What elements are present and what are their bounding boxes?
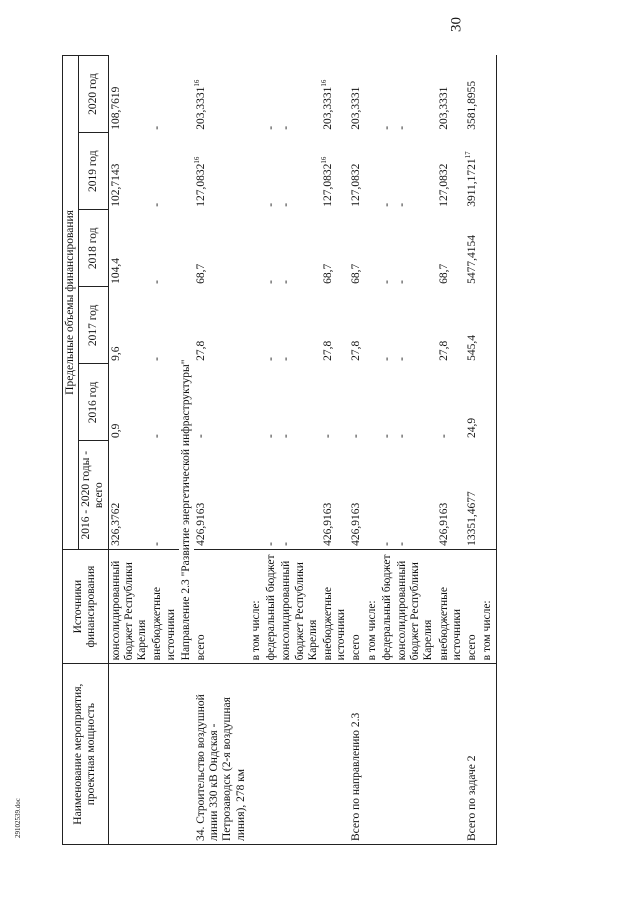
amount-value: 127,0832 bbox=[350, 163, 363, 207]
table-row bbox=[279, 56, 321, 845]
amount-value: 426,9163 bbox=[194, 502, 207, 546]
source-cell: всего bbox=[194, 549, 249, 663]
amount-cell bbox=[321, 56, 349, 133]
amount-cell bbox=[279, 287, 321, 364]
amount-cell bbox=[349, 364, 364, 441]
amount-cell bbox=[108, 133, 150, 210]
amount-cell bbox=[108, 364, 150, 441]
amount-cell bbox=[264, 441, 279, 549]
amount-cell bbox=[321, 441, 349, 549]
table-row bbox=[150, 56, 178, 845]
amount-value: 545,4 bbox=[466, 335, 479, 361]
amount-value: - bbox=[280, 542, 293, 546]
amount-cell bbox=[465, 287, 480, 364]
source-cell: внебюджетные источники bbox=[321, 549, 349, 663]
table-row bbox=[380, 56, 395, 845]
table-row bbox=[249, 56, 264, 845]
amount-cell bbox=[349, 210, 364, 287]
header-year: 2017 год bbox=[79, 287, 108, 364]
amount-value: 27,8 bbox=[350, 340, 363, 361]
amount-cell bbox=[321, 210, 349, 287]
amount-value: - bbox=[151, 202, 164, 207]
amount-value: 9,6 bbox=[109, 346, 122, 361]
event-name-cell: Всего по задаче 2 bbox=[465, 664, 480, 845]
amount-value: - bbox=[151, 434, 164, 438]
amount-value: 426,9163 bbox=[321, 502, 334, 546]
header-year: 2020 год bbox=[79, 56, 108, 133]
amount-cell bbox=[279, 133, 321, 210]
amount-cell bbox=[380, 287, 395, 364]
amount-cell bbox=[365, 133, 380, 210]
amount-cell bbox=[349, 133, 364, 210]
amount-value: - bbox=[396, 434, 409, 438]
amount-cell bbox=[108, 210, 150, 287]
amount-value: 0,9 bbox=[109, 423, 122, 438]
amount-cell bbox=[395, 133, 437, 210]
amount-cell bbox=[264, 364, 279, 441]
amount-value: - bbox=[265, 434, 278, 438]
amount-cell bbox=[249, 441, 264, 549]
amount-value: - bbox=[280, 434, 293, 438]
amount-cell bbox=[279, 364, 321, 441]
amount-value: 27,8 bbox=[321, 340, 334, 361]
amount-value: 326,3762 bbox=[109, 502, 122, 546]
amount-cell bbox=[150, 364, 178, 441]
amount-cell bbox=[150, 210, 178, 287]
amount-cell bbox=[249, 56, 264, 133]
amount-value: 203,3331 bbox=[437, 86, 450, 130]
amount-cell bbox=[395, 287, 437, 364]
amount-cell bbox=[395, 210, 437, 287]
header-source: Источники финансирования bbox=[63, 549, 109, 663]
amount-value: - bbox=[265, 125, 278, 130]
amount-value: - bbox=[280, 357, 293, 361]
amount-cell bbox=[480, 210, 496, 287]
event-name-cell bbox=[279, 664, 321, 845]
amount-value: - bbox=[380, 125, 393, 130]
amount-value: - bbox=[350, 434, 363, 438]
amount-value: 68,7 bbox=[321, 263, 334, 284]
header-year: 2019 год bbox=[79, 133, 108, 210]
source-cell: внебюджетные источники bbox=[150, 549, 178, 663]
event-name-cell bbox=[150, 664, 178, 845]
source-cell: консолидированный бюджет Республики Карелия bbox=[108, 549, 150, 663]
amount-cell bbox=[249, 133, 264, 210]
amount-cell bbox=[465, 364, 480, 441]
table-row bbox=[395, 56, 437, 845]
amount-value: 102,7143 bbox=[109, 163, 122, 207]
amount-value: - bbox=[396, 542, 409, 546]
amount-cell bbox=[108, 441, 150, 549]
amount-cell bbox=[480, 56, 496, 133]
event-name-cell: 34. Строительство воздушной линии 330 кВ Ондская - Петрозаводск (2-я воздушная линия), 278 км bbox=[194, 664, 249, 845]
financing-table bbox=[62, 55, 497, 845]
amount-cell bbox=[321, 133, 349, 210]
amount-cell bbox=[395, 56, 437, 133]
amount-cell bbox=[380, 133, 395, 210]
amount-cell bbox=[380, 56, 395, 133]
event-name-cell bbox=[437, 664, 465, 845]
amount-cell bbox=[264, 133, 279, 210]
amount-cell bbox=[437, 210, 465, 287]
header-event-name: Наименование мероприятия, проектная мощность bbox=[63, 664, 109, 845]
amount-cell bbox=[437, 364, 465, 441]
amount-cell bbox=[194, 287, 249, 364]
source-cell: федеральный бюджет bbox=[380, 549, 395, 663]
footnote-marker: 16 bbox=[320, 156, 329, 164]
amount-cell bbox=[365, 56, 380, 133]
amount-cell bbox=[395, 441, 437, 549]
footnote-marker: 16 bbox=[320, 79, 329, 87]
footnote-marker: 17 bbox=[464, 151, 473, 159]
amount-cell bbox=[194, 133, 249, 210]
amount-value: - bbox=[380, 434, 393, 438]
amount-cell bbox=[264, 287, 279, 364]
amount-cell bbox=[249, 364, 264, 441]
amount-value: - bbox=[194, 434, 207, 438]
amount-value: - bbox=[280, 125, 293, 130]
amount-cell bbox=[465, 210, 480, 287]
source-cell: всего bbox=[349, 549, 364, 663]
event-name-cell bbox=[108, 664, 150, 845]
amount-cell bbox=[194, 210, 249, 287]
amount-cell bbox=[349, 287, 364, 364]
amount-cell bbox=[365, 287, 380, 364]
amount-cell bbox=[437, 56, 465, 133]
amount-value: - bbox=[380, 542, 393, 546]
source-cell: внебюджетные источники bbox=[437, 549, 465, 663]
source-cell: консолидированный бюджет Республики Карелия bbox=[279, 549, 321, 663]
amount-cell bbox=[395, 364, 437, 441]
amount-value: - bbox=[151, 357, 164, 361]
amount-value: 127,0832 bbox=[321, 163, 334, 207]
document-code: 29102539.doc bbox=[14, 798, 22, 838]
amount-cell bbox=[194, 364, 249, 441]
amount-cell bbox=[150, 133, 178, 210]
amount-cell bbox=[480, 441, 496, 549]
amount-value: 27,8 bbox=[437, 340, 450, 361]
amount-cell bbox=[150, 441, 178, 549]
amount-value: - bbox=[265, 202, 278, 207]
event-name-cell bbox=[179, 664, 194, 845]
amount-value: - bbox=[396, 125, 409, 130]
amount-cell bbox=[279, 210, 321, 287]
source-cell: консолидированный бюджет Республики Карелия bbox=[395, 549, 437, 663]
event-name-cell: Всего по направлению 2.3 bbox=[349, 664, 364, 845]
footnote-marker: 16 bbox=[193, 156, 202, 164]
amount-value: 203,3331 bbox=[350, 86, 363, 130]
amount-cell bbox=[380, 441, 395, 549]
amount-value: - bbox=[380, 280, 393, 284]
amount-value: 3581,8955 bbox=[466, 80, 479, 130]
source-cell: всего bbox=[465, 549, 480, 663]
amount-cell bbox=[349, 441, 364, 549]
event-name-cell bbox=[380, 664, 395, 845]
amount-cell bbox=[321, 364, 349, 441]
event-name-cell bbox=[321, 664, 349, 845]
event-name-cell bbox=[365, 664, 380, 845]
amount-cell bbox=[365, 441, 380, 549]
amount-cell bbox=[264, 56, 279, 133]
amount-value: - bbox=[151, 280, 164, 284]
amount-cell bbox=[279, 441, 321, 549]
amount-value: 13351,4677 bbox=[466, 491, 479, 546]
amount-cell bbox=[480, 364, 496, 441]
amount-value: 5477,4154 bbox=[466, 234, 479, 284]
amount-value: 426,9163 bbox=[437, 502, 450, 546]
header-year: 2016 год bbox=[79, 364, 108, 441]
amount-cell bbox=[437, 441, 465, 549]
amount-cell bbox=[365, 364, 380, 441]
amount-cell bbox=[108, 56, 150, 133]
amount-cell bbox=[365, 210, 380, 287]
amount-cell bbox=[437, 133, 465, 210]
source-cell: в том числе: bbox=[365, 549, 380, 663]
event-name-cell bbox=[480, 664, 496, 845]
amount-value: - bbox=[265, 542, 278, 546]
amount-value: - bbox=[396, 280, 409, 284]
amount-cell bbox=[321, 287, 349, 364]
table-row bbox=[437, 56, 465, 845]
amount-cell bbox=[480, 133, 496, 210]
amount-value: - bbox=[265, 357, 278, 361]
table-row bbox=[321, 56, 349, 845]
amount-value: 27,8 bbox=[194, 340, 207, 361]
table-row bbox=[465, 56, 480, 845]
amount-value: 24,9 bbox=[466, 417, 479, 438]
table-row bbox=[349, 56, 364, 845]
amount-cell bbox=[150, 287, 178, 364]
amount-value: - bbox=[396, 357, 409, 361]
amount-value: - bbox=[380, 202, 393, 207]
page-number: 30 bbox=[448, 17, 465, 32]
table-row bbox=[108, 56, 150, 845]
amount-cell bbox=[279, 56, 321, 133]
amount-cell bbox=[465, 441, 480, 549]
amount-cell bbox=[194, 56, 249, 133]
amount-value: 127,0832 bbox=[437, 163, 450, 207]
header-financing-group: Предельные объемы финансирования bbox=[63, 56, 79, 550]
amount-cell bbox=[465, 133, 480, 210]
amount-value: - bbox=[437, 434, 450, 438]
amount-value: 68,7 bbox=[437, 263, 450, 284]
amount-value: - bbox=[280, 202, 293, 207]
amount-value: - bbox=[151, 542, 164, 546]
amount-cell bbox=[480, 287, 496, 364]
amount-cell bbox=[249, 210, 264, 287]
amount-cell bbox=[465, 56, 480, 133]
amount-cell bbox=[194, 441, 249, 549]
amount-cell bbox=[349, 56, 364, 133]
amount-value: - bbox=[321, 434, 334, 438]
amount-cell bbox=[380, 364, 395, 441]
table-row bbox=[480, 56, 496, 845]
direction-title: Направление 2.3 "Развитие энергетической инфраструктуры" bbox=[179, 359, 192, 661]
table-row bbox=[179, 56, 194, 845]
financing-table-sheet bbox=[62, 55, 634, 845]
amount-value: - bbox=[265, 280, 278, 284]
amount-cell bbox=[380, 210, 395, 287]
amount-value: 68,7 bbox=[194, 263, 207, 284]
table-row bbox=[264, 56, 279, 845]
amount-value: 104,4 bbox=[109, 257, 122, 284]
amount-value: 426,9163 bbox=[350, 502, 363, 546]
amount-value: 3911,1721 bbox=[466, 158, 479, 207]
header-year: 2018 год bbox=[79, 210, 108, 287]
amount-value: 203,3331 bbox=[321, 86, 334, 130]
amount-value: - bbox=[151, 125, 164, 130]
amount-cell bbox=[437, 287, 465, 364]
amount-value: - bbox=[396, 202, 409, 207]
table-row bbox=[194, 56, 249, 845]
event-name-cell bbox=[395, 664, 437, 845]
amount-value: - bbox=[280, 280, 293, 284]
table-body bbox=[108, 56, 496, 845]
source-cell: в том числе: bbox=[249, 549, 264, 663]
amount-cell bbox=[249, 287, 264, 364]
table-row bbox=[365, 56, 380, 845]
source-cell: федеральный бюджет bbox=[264, 549, 279, 663]
event-name-cell bbox=[264, 664, 279, 845]
footnote-marker: 16 bbox=[193, 79, 202, 87]
event-name-cell bbox=[249, 664, 264, 845]
amount-value: 127,0832 bbox=[194, 163, 207, 207]
amount-cell bbox=[264, 210, 279, 287]
amount-cell bbox=[150, 56, 178, 133]
amount-value: 203,3331 bbox=[194, 86, 207, 130]
amount-value: 108,7619 bbox=[109, 86, 122, 130]
header-total: 2016 - 2020 годы - всего bbox=[79, 441, 108, 549]
amount-cell bbox=[108, 287, 150, 364]
amount-value: - bbox=[380, 357, 393, 361]
source-cell: в том числе: bbox=[480, 549, 496, 663]
amount-value: 68,7 bbox=[350, 263, 363, 284]
